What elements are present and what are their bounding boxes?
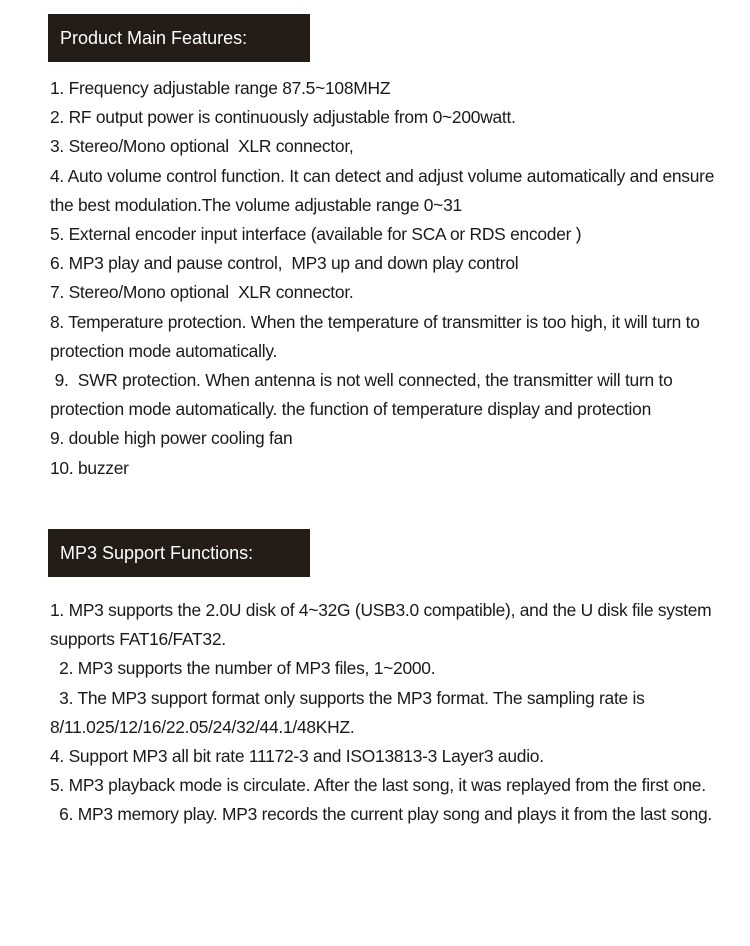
mp3-functions-list [50,596,730,830]
feature-item-cooling-fan: 9. double high power cooling fan [50,428,293,449]
feature-item-mp3-control: 6. MP3 play and pause control, MP3 up and down play control [50,253,519,274]
feature-item-auto-volume: 4. Auto volume control function. It can detect and adjust volume automatically and ensure the best modulation.The volume adjustable range 0~31 [50,165,719,215]
mp3-item-format: 3. The MP3 support format only supports the MP3 format. The sampling rate is 8/11.025/12/16/22.05/24/32/44.1/48KHZ. [50,687,650,737]
mp3-item-memory-play: 6. MP3 memory play. MP3 records the current play song and plays it from the last song. [50,804,713,825]
product-features-list [50,74,730,483]
feature-item-stereo-mono: 3. Stereo/Mono optional XLR connector, [50,136,354,157]
feature-item-external-encoder: 5. External encoder input interface (available for SCA or RDS encoder ) [50,224,582,245]
feature-item-buzzer: 10. buzzer [50,457,129,478]
mp3-item-usb-disk: 1. MP3 supports the 2.0U disk of 4~32G (USB3.0 compatible), and the U disk file system supports FAT16/FAT32. [50,600,716,650]
mp3-item-file-count: 2. MP3 supports the number of MP3 files, 1~2000. [50,658,436,679]
feature-item-swr-protection: 9. SWR protection. When antenna is not well connected, the transmitter will turn to protection mode automatically. the function of temperature display and protection [50,370,678,420]
feature-item-frequency: 1. Frequency adjustable range 87.5~108MHZ [50,78,391,98]
mp3-support-functions-header: MP3 Support Functions: [48,529,310,577]
feature-item-stereo-mono-xlr: 7. Stereo/Mono optional XLR connector. [50,282,354,303]
mp3-item-bit-rate: 4. Support MP3 all bit rate 11172-3 and ISO13813-3 Layer3 audio. [50,746,544,767]
feature-item-temperature-protection: 8. Temperature protection. When the temperature of transmitter is too high, it will turn to protection mode automatically. [50,311,705,361]
mp3-item-playback-mode: 5. MP3 playback mode is circulate. After the last song, it was replayed from the first one. [50,775,706,796]
product-main-features-header: Product Main Features: [48,14,310,62]
feature-item-rf-power: 2. RF output power is continuously adjustable from 0~200watt. [50,107,516,128]
